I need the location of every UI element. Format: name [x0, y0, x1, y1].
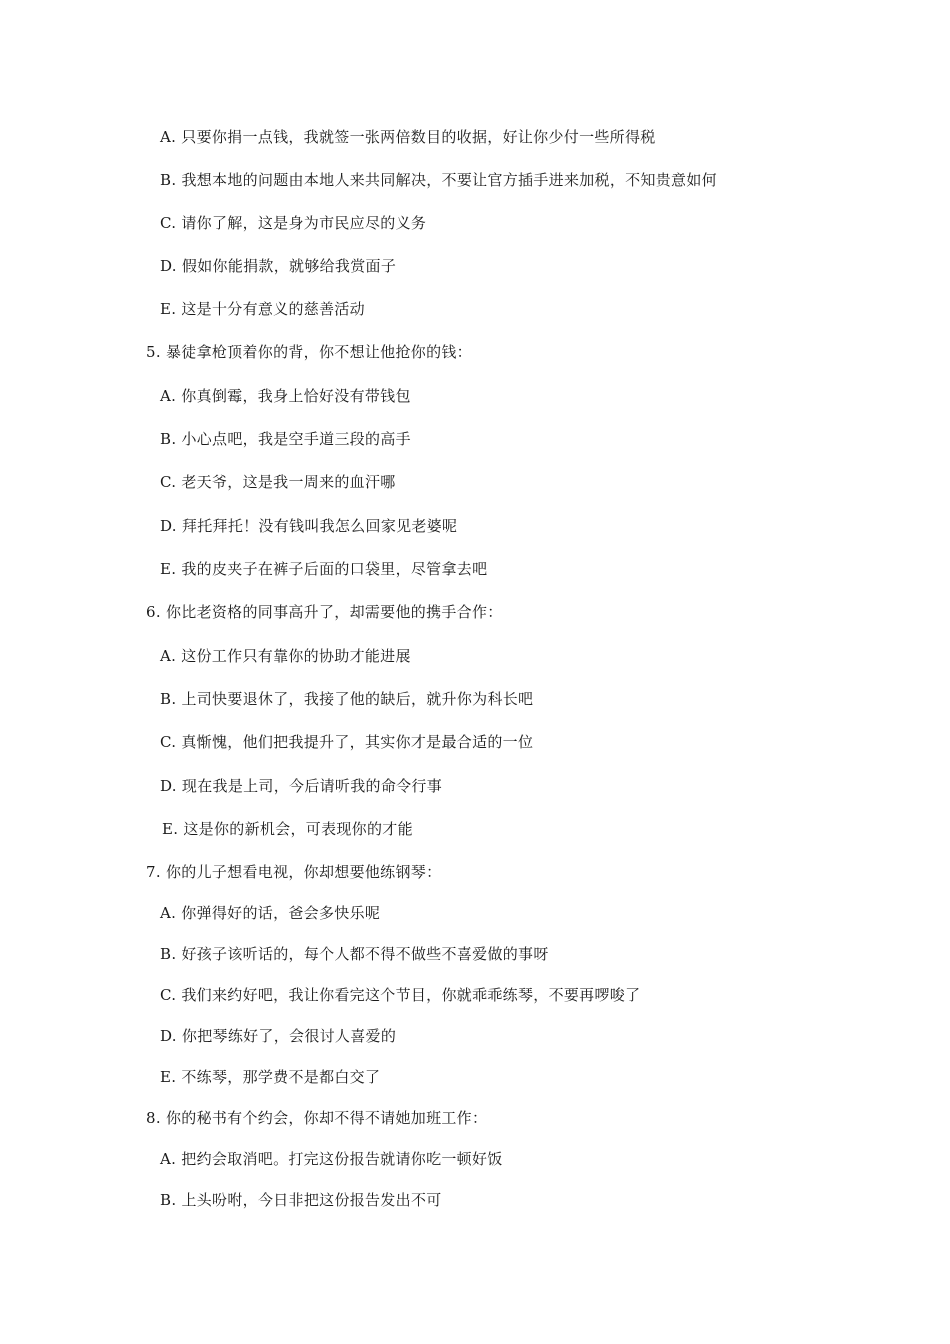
option-line: A. 你弹得好的话，爸会多快乐呢	[160, 904, 381, 922]
question-line: 8. 你的秘书有个约会，你却不得不请她加班工作：	[146, 1109, 488, 1127]
option-line: B. 我想本地的问题由本地人来共同解决，不要让官方插手进来加税，不知贵意如何	[160, 171, 717, 189]
option-line: C. 老天爷，这是我一周来的血汗哪	[160, 473, 396, 491]
option-line: C. 真惭愧，他们把我提升了，其实你才是最合适的一位	[160, 733, 534, 751]
option-line: B. 小心点吧，我是空手道三段的高手	[160, 430, 411, 448]
option-line: A. 这份工作只有靠你的协助才能进展	[160, 647, 411, 665]
question-line: 6. 你比老资格的同事高升了，却需要他的携手合作：	[146, 603, 503, 621]
question-line: 5. 暴徒拿枪顶着你的背，你不想让他抢你的钱：	[146, 343, 472, 361]
option-line: C. 请你了解，这是身为市民应尽的义务	[160, 214, 427, 232]
option-line: E. 这是你的新机会，可表现你的才能	[162, 820, 413, 838]
option-line: A. 把约会取消吧。打完这份报告就请你吃一顿好饭	[160, 1150, 503, 1168]
option-line: B. 好孩子该听话的，每个人都不得不做些不喜爱做的事呀	[160, 945, 549, 963]
option-line: A. 只要你捐一点钱，我就签一张两倍数目的收据，好让你少付一些所得税	[160, 128, 656, 146]
option-line: E. 这是十分有意义的慈善活动	[160, 300, 365, 318]
option-line: B. 上司快要退休了，我接了他的缺后，就升你为科长吧	[160, 690, 534, 708]
option-line: D. 你把琴练好了，会很讨人喜爱的	[160, 1027, 397, 1045]
option-line: C. 我们来约好吧，我让你看完这个节目，你就乖乖练琴，不要再啰唆了	[160, 986, 641, 1004]
question-line: 7. 你的儿子想看电视，你却想要他练钢琴：	[146, 863, 442, 881]
option-line: A. 你真倒霉，我身上恰好没有带钱包	[160, 387, 411, 405]
option-line: E. 我的皮夹子在裤子后面的口袋里，尽管拿去吧	[160, 560, 488, 578]
option-line: D. 拜托拜托！没有钱叫我怎么回家见老婆呢	[160, 517, 458, 535]
option-line: D. 现在我是上司，今后请听我的命令行事	[160, 777, 443, 795]
option-line: E. 不练琴，那学费不是都白交了	[160, 1068, 381, 1086]
option-line: D. 假如你能捐款，就够给我赏面子	[160, 257, 397, 275]
option-line: B. 上头吩咐，今日非把这份报告发出不可	[160, 1191, 442, 1209]
